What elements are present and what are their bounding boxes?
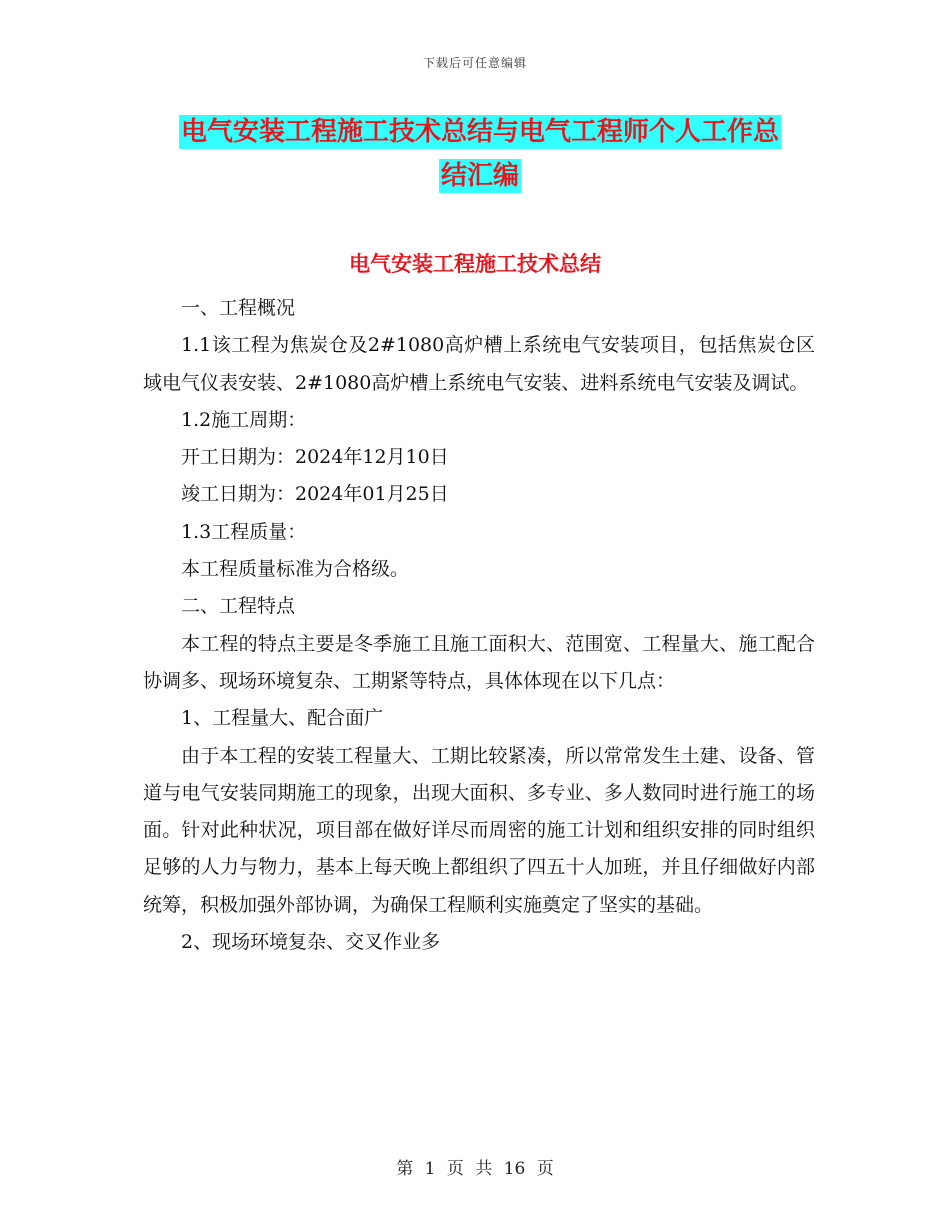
section-title: 电气安装工程施工技术总结 — [349, 251, 601, 276]
paragraph: 一、工程概况 — [181, 297, 296, 319]
body-text — [143, 290, 815, 961]
title-line-1: 电气安装工程施工技术总结与电气工程师个人工作总 — [180, 117, 779, 147]
page-footer: 第 1 页 共 16 页 — [396, 1159, 554, 1179]
paragraph: 1.1该工程为焦炭仓及2#1080高炉槽上系统电气安装项目，包括焦炭仓区域电气仪表安装、2#1080高炉槽上系统电气安装、进料系统电气安装及调试。 — [143, 334, 815, 394]
paragraph: 竣工日期为：2024年01月25日 — [181, 483, 449, 506]
paragraph: 1.2施工周期： — [181, 408, 307, 431]
paragraph: 本工程质量标准为合格级。 — [181, 558, 410, 581]
paragraph: 二、工程特点 — [181, 595, 296, 618]
document-title — [140, 110, 820, 198]
paragraph: 1.3工程质量： — [181, 520, 307, 543]
paragraph: 由于本工程的安装工程量大、工期比较紧凑，所以常常发生土建、设备、管道与电气安装同期施工的现象，出现大面积、多专业、多人数同时进行施工的场面。针对此种状况，项目部在做好详尽而周密的施工计划和组织安排的同时组织足够的人力与物力，基本上每天晚上都组织了四五十人加班，并且仔细做好内部统筹，积极加强外部协调，为确保工程顺利实施奠定了坚实的基础。 — [143, 744, 815, 916]
paragraph: 2、现场环境复杂、交叉作业多 — [181, 931, 441, 954]
paragraph: 开工日期为：2024年12月10日 — [181, 446, 449, 469]
title-line-2: 结汇编 — [440, 161, 519, 191]
header-note: 下载后可任意编辑 — [422, 56, 527, 70]
paragraph: 1、工程量大、配合面广 — [181, 707, 384, 730]
paragraph: 本工程的特点主要是冬季施工且施工面积大、范围宽、工程量大、施工配合协调多、现场环境复杂、工期紧等特点，具体体现在以下几点： — [143, 632, 815, 692]
